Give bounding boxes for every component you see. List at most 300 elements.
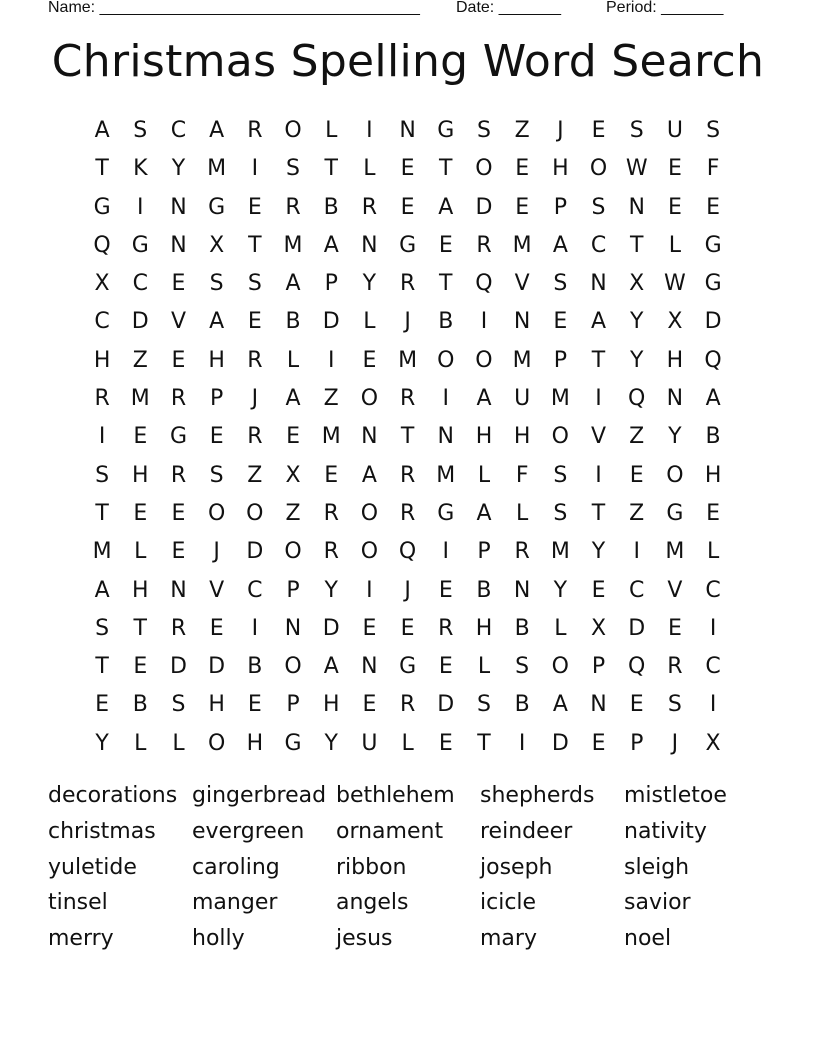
grid-letter[interactable]: Y (553, 577, 568, 603)
grid-letter[interactable]: Z (629, 424, 645, 450)
grid-letter[interactable]: A (476, 500, 492, 526)
grid-letter[interactable]: N (170, 577, 187, 603)
grid-letter[interactable]: H (704, 462, 722, 488)
grid-letter[interactable]: L (477, 654, 491, 680)
grid-letter[interactable]: E (171, 500, 186, 526)
grid-letter[interactable]: E (515, 156, 530, 182)
grid-letter[interactable]: U (514, 386, 531, 412)
grid-letter[interactable]: H (513, 424, 531, 450)
grid-letter[interactable]: X (590, 615, 607, 641)
grid-letter[interactable]: A (323, 654, 339, 680)
grid-letter[interactable]: Z (132, 347, 148, 373)
grid-letter[interactable]: F (706, 156, 720, 182)
grid-letter[interactable]: I (442, 539, 450, 565)
grid-letter[interactable]: A (323, 232, 339, 258)
grid-letter[interactable]: R (323, 539, 339, 565)
grid-letter[interactable]: S (209, 271, 224, 297)
grid-letter[interactable]: L (554, 615, 567, 641)
grid-letter[interactable]: B (285, 309, 301, 335)
grid-letter[interactable]: E (706, 194, 721, 220)
grid-letter[interactable]: E (133, 654, 148, 680)
grid-letter[interactable]: E (667, 194, 682, 220)
grid-letter[interactable]: S (591, 194, 606, 220)
grid-letter[interactable]: S (133, 118, 148, 143)
grid-letter[interactable]: W (664, 271, 686, 297)
grid-letter[interactable]: H (208, 347, 225, 373)
grid-letter[interactable]: A (476, 386, 492, 412)
grid-row (83, 457, 733, 495)
grid-letter[interactable]: B (476, 577, 492, 603)
grid-letter[interactable]: N (399, 118, 416, 143)
grid-letter[interactable]: Z (514, 118, 530, 143)
grid-letter[interactable]: G (437, 118, 455, 143)
grid-letter[interactable]: P (286, 692, 300, 718)
grid-letter[interactable]: E (515, 194, 530, 220)
grid-letter[interactable]: G (131, 232, 149, 258)
grid-letter[interactable]: R (399, 692, 416, 718)
grid-letter[interactable]: O (246, 500, 264, 526)
grid-letter[interactable]: I (251, 615, 259, 641)
grid-letter[interactable]: R (247, 118, 263, 143)
grid-letter[interactable]: R (399, 271, 416, 297)
grid-letter[interactable]: N (513, 309, 531, 335)
grid-letter[interactable]: J (404, 309, 411, 335)
grid-letter[interactable]: D (704, 309, 722, 335)
grid-letter[interactable]: R (399, 500, 416, 526)
grid-letter[interactable]: B (132, 692, 148, 718)
grid-letter[interactable]: I (366, 577, 373, 603)
grid-letter[interactable]: O (207, 500, 226, 526)
grid-letter[interactable]: V (667, 577, 683, 603)
grid-letter[interactable]: E (95, 692, 110, 718)
grid-letter[interactable]: M (550, 386, 570, 412)
grid-letter[interactable]: E (591, 577, 606, 603)
grid-letter[interactable]: I (366, 118, 373, 143)
grid-letter[interactable]: T (400, 424, 415, 450)
grid-letter[interactable]: R (323, 500, 339, 526)
grid-letter[interactable]: N (361, 232, 378, 258)
grid-letter[interactable]: X (705, 730, 721, 756)
grid-letter[interactable]: M (512, 347, 532, 373)
grid-letter[interactable]: E (247, 692, 262, 718)
grid-letter[interactable]: R (247, 424, 263, 450)
grid-letter[interactable]: I (137, 194, 144, 220)
grid-letter[interactable]: C (705, 654, 721, 680)
grid-letter[interactable]: R (399, 462, 416, 488)
grid-letter[interactable]: V (170, 309, 186, 335)
grid-letter[interactable]: M (92, 539, 112, 565)
grid-letter[interactable]: N (437, 424, 455, 450)
grid-letter[interactable]: P (553, 347, 567, 373)
grid-letter[interactable]: T (324, 156, 338, 182)
grid-letter[interactable]: M (665, 539, 685, 565)
grid-letter[interactable]: L (363, 156, 376, 182)
grid-letter[interactable]: G (93, 194, 111, 220)
grid-letter[interactable]: B (438, 309, 454, 335)
grid-letter[interactable]: G (399, 654, 417, 680)
grid-letter[interactable]: A (591, 309, 607, 335)
grid-letter[interactable]: P (477, 539, 491, 565)
grid-letter[interactable]: X (209, 232, 225, 258)
grid-letter[interactable]: R (514, 539, 530, 565)
grid-letter[interactable]: R (247, 347, 263, 373)
grid-letter[interactable]: S (476, 692, 491, 718)
grid-letter[interactable]: Z (629, 500, 645, 526)
grid-letter[interactable]: E (362, 615, 377, 641)
grid-letter[interactable]: M (207, 156, 227, 182)
grid-letter[interactable]: O (666, 462, 684, 488)
grid-letter[interactable]: N (170, 232, 187, 258)
grid-letter[interactable]: M (512, 232, 532, 258)
grid-letter[interactable]: N (590, 692, 607, 718)
grid-letter[interactable]: O (284, 654, 302, 680)
grid-letter[interactable]: N (170, 194, 187, 220)
grid-letter[interactable]: E (362, 347, 377, 373)
grid-letter[interactable]: I (98, 424, 106, 450)
grid-letter[interactable]: E (667, 615, 682, 641)
grid-letter[interactable]: H (552, 156, 569, 182)
grid-letter[interactable]: A (285, 386, 301, 412)
grid-letter[interactable]: I (480, 309, 488, 335)
grid-letter[interactable]: K (133, 156, 148, 182)
grid-letter[interactable]: Q (475, 271, 493, 297)
grid-letter[interactable]: T (591, 500, 606, 526)
grid-letter[interactable]: D (322, 615, 340, 641)
grid-letter[interactable]: G (666, 500, 684, 526)
grid-letter[interactable]: S (247, 271, 262, 297)
grid-letter[interactable]: E (209, 615, 224, 641)
grid-letter[interactable]: W (625, 156, 648, 182)
grid-letter[interactable]: X (667, 309, 683, 335)
grid-letter[interactable]: E (438, 730, 453, 756)
grid-letter[interactable]: L (516, 500, 529, 526)
grid-letter[interactable]: J (671, 730, 679, 756)
grid-letter[interactable]: D (131, 309, 149, 335)
grid-letter[interactable]: I (327, 347, 335, 373)
grid-letter[interactable]: G (399, 232, 417, 258)
grid-letter[interactable]: S (515, 654, 530, 680)
grid-letter[interactable]: A (361, 462, 377, 488)
grid-letter[interactable]: T (95, 500, 109, 526)
grid-letter[interactable]: I (251, 156, 259, 182)
grid-letter[interactable]: E (400, 156, 415, 182)
grid-letter[interactable]: P (591, 654, 606, 680)
grid-letter[interactable]: D (475, 194, 493, 220)
grid-letter[interactable]: E (438, 577, 453, 603)
grid-letter[interactable]: Q (398, 539, 417, 565)
grid-letter[interactable]: R (94, 386, 110, 412)
grid-letter[interactable]: Z (323, 386, 339, 412)
date-field[interactable]: Date: _______ (456, 0, 561, 16)
grid-letter[interactable]: M (398, 347, 418, 373)
grid-letter[interactable]: O (360, 386, 379, 412)
grid-row (83, 342, 733, 380)
grid-letter[interactable]: E (400, 194, 415, 220)
grid-letter[interactable]: L (706, 539, 720, 565)
grid-letter[interactable]: H (475, 424, 493, 450)
grid-letter[interactable]: I (518, 730, 526, 756)
grid-letter[interactable]: A (285, 271, 301, 297)
grid-letter[interactable]: O (589, 156, 608, 182)
grid-letter[interactable]: E (171, 271, 186, 297)
word-list-item: evergreen (192, 818, 305, 844)
grid-letter[interactable]: A (552, 692, 568, 718)
grid-letter[interactable]: O (475, 156, 493, 182)
grid-letter[interactable]: L (668, 232, 682, 258)
grid-letter[interactable]: C (170, 118, 187, 143)
grid-letter[interactable]: V (209, 577, 225, 603)
grid-letter[interactable]: D (208, 654, 226, 680)
grid-letter[interactable]: P (553, 194, 567, 220)
grid-letter[interactable]: A (438, 194, 454, 220)
grid-letter[interactable]: N (361, 654, 378, 680)
grid-letter[interactable]: R (667, 654, 683, 680)
grid-letter[interactable]: B (705, 424, 721, 450)
grid-letter[interactable]: R (438, 615, 454, 641)
grid-letter[interactable]: L (325, 118, 338, 143)
name-field[interactable]: Name: ____________________________________ (48, 0, 420, 16)
grid-letter[interactable]: S (706, 118, 721, 143)
grid-letter[interactable]: S (553, 271, 568, 297)
grid-letter[interactable]: H (666, 347, 684, 373)
grid-letter[interactable]: L (134, 539, 147, 565)
grid-letter[interactable]: L (401, 730, 414, 756)
grid-letter[interactable]: O (284, 539, 302, 565)
grid-letter[interactable]: V (514, 271, 530, 297)
grid-letter[interactable]: Z (285, 500, 301, 526)
grid-letter[interactable]: N (513, 577, 531, 603)
grid-letter[interactable]: T (591, 347, 606, 373)
grid-letter[interactable]: D (246, 539, 264, 565)
grid-letter[interactable]: H (132, 462, 149, 488)
grid-letter[interactable]: R (170, 462, 187, 488)
grid-letter[interactable]: M (130, 386, 150, 412)
grid-letter[interactable]: D (628, 615, 646, 641)
grid-letter[interactable]: Q (628, 386, 646, 412)
grid-letter[interactable]: I (595, 386, 602, 412)
grid-letter[interactable]: U (361, 730, 378, 756)
grid-letter[interactable]: E (362, 692, 377, 718)
grid-letter[interactable]: P (286, 577, 300, 603)
grid-letter[interactable]: U (666, 118, 683, 143)
grid-letter[interactable]: S (209, 462, 224, 488)
grid-letter[interactable]: T (133, 615, 147, 641)
grid-letter[interactable]: Q (93, 232, 111, 258)
grid-letter[interactable]: S (629, 118, 644, 143)
grid-letter[interactable]: E (438, 232, 453, 258)
grid-letter[interactable]: X (629, 271, 645, 297)
grid-letter[interactable]: A (94, 118, 110, 143)
grid-letter[interactable]: E (629, 462, 644, 488)
grid-letter[interactable]: I (595, 462, 602, 488)
grid-letter[interactable]: R (285, 194, 301, 220)
grid-letter[interactable]: L (477, 462, 491, 488)
grid-letter[interactable]: T (629, 232, 644, 258)
grid-letter[interactable]: H (208, 692, 225, 718)
grid-letter[interactable]: G (169, 424, 187, 450)
grid-letter[interactable]: N (628, 194, 645, 220)
grid-letter[interactable]: Y (668, 424, 682, 450)
grid-letter[interactable]: Z (247, 462, 263, 488)
grid-letter[interactable]: D (551, 730, 569, 756)
grid-letter[interactable]: E (171, 347, 186, 373)
grid-letter[interactable]: T (439, 156, 453, 182)
grid-letter[interactable]: H (132, 577, 149, 603)
grid-letter[interactable]: E (286, 424, 300, 450)
grid-letter[interactable]: Y (629, 309, 644, 335)
grid-letter[interactable]: S (286, 156, 301, 182)
grid-letter[interactable]: E (667, 156, 682, 182)
grid-letter[interactable]: A (94, 577, 110, 603)
grid-letter[interactable]: A (209, 118, 225, 143)
grid-letter[interactable]: I (633, 539, 640, 565)
grid-letter[interactable]: E (438, 654, 453, 680)
grid-letter[interactable]: S (95, 462, 110, 488)
grid-letter[interactable]: H (475, 615, 493, 641)
grid-letter[interactable]: D (437, 692, 455, 718)
word-list-item: shepherds (480, 783, 595, 808)
grid-letter[interactable]: O (284, 118, 302, 143)
grid-letter[interactable]: J (557, 118, 564, 143)
grid-letter[interactable]: P (630, 730, 644, 756)
grid-row (83, 303, 733, 341)
grid-letter[interactable]: I (442, 386, 450, 412)
grid-letter[interactable]: N (284, 615, 302, 641)
grid-letter[interactable]: M (436, 462, 456, 488)
period-field[interactable]: Period: _______ (606, 0, 724, 16)
grid-letter[interactable]: E (324, 462, 339, 488)
grid-letter[interactable]: Y (324, 577, 338, 603)
grid-letter[interactable]: B (514, 615, 530, 641)
grid-letter[interactable]: O (207, 730, 226, 756)
grid-letter[interactable]: S (95, 615, 110, 641)
grid-letter[interactable]: B (323, 194, 339, 220)
grid-letter[interactable]: D (322, 309, 340, 335)
grid-letter[interactable]: L (134, 730, 147, 756)
grid-letter[interactable]: E (209, 424, 224, 450)
grid-letter[interactable]: O (475, 347, 493, 373)
grid-letter[interactable]: C (705, 577, 721, 603)
grid-letter[interactable]: N (361, 424, 378, 450)
grid-letter[interactable]: G (437, 500, 455, 526)
grid-letter[interactable]: V (591, 424, 607, 450)
grid-letter[interactable]: N (666, 386, 684, 412)
grid-letter[interactable]: I (709, 692, 717, 718)
grid-letter[interactable]: T (477, 730, 491, 756)
grid-letter[interactable]: C (590, 232, 607, 258)
grid-letter[interactable]: O (551, 654, 569, 680)
grid-letter[interactable]: O (360, 500, 379, 526)
grid-letter[interactable]: R (476, 232, 492, 258)
grid-row (83, 533, 733, 571)
grid-letter[interactable]: S (553, 500, 568, 526)
grid-letter[interactable]: R (361, 194, 378, 220)
grid-letter[interactable]: M (283, 232, 303, 258)
grid-letter[interactable]: M (550, 539, 570, 565)
grid-letter[interactable]: Y (629, 347, 644, 373)
grid-letter[interactable]: F (515, 462, 529, 488)
grid-letter[interactable]: J (213, 539, 220, 565)
grid-row (83, 265, 733, 303)
grid-letter[interactable]: C (132, 271, 148, 297)
grid-letter[interactable]: I (709, 615, 717, 641)
grid-letter[interactable]: R (170, 386, 187, 412)
grid-letter[interactable]: Y (95, 730, 109, 756)
grid-letter[interactable]: H (93, 347, 111, 373)
grid-letter[interactable]: B (514, 692, 530, 718)
grid-letter[interactable]: E (591, 730, 606, 756)
grid-letter[interactable]: T (95, 654, 109, 680)
grid-letter[interactable]: Y (324, 730, 338, 756)
grid-letter[interactable]: Q (628, 654, 646, 680)
grid-letter[interactable]: X (285, 462, 301, 488)
grid-letter[interactable]: Y (362, 271, 377, 297)
grid-letter[interactable]: E (553, 309, 568, 335)
word-list-item: jesus (336, 926, 393, 952)
grid-letter[interactable]: L (363, 309, 376, 335)
grid-letter[interactable]: C (247, 577, 263, 603)
grid-letter[interactable]: G (284, 730, 302, 756)
grid-letter[interactable]: E (629, 692, 644, 718)
grid-letter[interactable]: T (95, 156, 109, 182)
grid-letter[interactable]: X (94, 271, 110, 297)
grid-letter[interactable]: M (321, 424, 341, 450)
grid-letter[interactable]: C (94, 309, 110, 335)
grid-letter[interactable]: S (667, 692, 682, 718)
grid-letter[interactable]: R (170, 615, 187, 641)
grid-letter[interactable]: O (551, 424, 569, 450)
grid-letter[interactable]: G (704, 232, 722, 258)
grid-letter[interactable]: S (171, 692, 186, 718)
grid-letter[interactable]: S (476, 118, 491, 143)
grid-letter[interactable]: E (247, 309, 262, 335)
grid-letter[interactable]: L (172, 730, 185, 756)
grid-letter[interactable]: G (704, 271, 722, 297)
grid-letter[interactable]: E (400, 615, 415, 641)
grid-letter[interactable]: O (437, 347, 455, 373)
grid-letter[interactable]: T (248, 232, 262, 258)
grid-letter[interactable]: O (360, 539, 379, 565)
grid-letter[interactable]: R (399, 386, 416, 412)
grid-letter[interactable]: T (439, 271, 453, 297)
grid-letter[interactable]: J (251, 386, 259, 412)
grid-letter[interactable]: E (133, 424, 148, 450)
grid-letter[interactable]: C (629, 577, 645, 603)
grid-letter[interactable]: B (247, 654, 263, 680)
grid-letter[interactable]: D (169, 654, 187, 680)
grid-letter[interactable]: E (591, 118, 606, 143)
grid-letter[interactable]: J (404, 577, 411, 603)
grid-letter[interactable]: E (247, 194, 262, 220)
grid-letter[interactable]: Q (704, 347, 722, 373)
grid-letter[interactable]: P (210, 386, 224, 412)
grid-letter[interactable]: Y (591, 539, 606, 565)
grid-letter[interactable]: E (133, 500, 148, 526)
grid-letter[interactable]: N (590, 271, 607, 297)
grid-letter[interactable]: A (552, 232, 568, 258)
grid-letter[interactable]: H (246, 730, 264, 756)
grid-letter[interactable]: E (171, 539, 186, 565)
grid-letter[interactable]: A (209, 309, 225, 335)
grid-letter[interactable]: H (322, 692, 340, 718)
grid-letter[interactable]: A (705, 386, 721, 412)
grid-letter[interactable]: G (208, 194, 226, 220)
grid-letter[interactable]: Y (171, 156, 186, 182)
grid-letter[interactable]: E (706, 500, 721, 526)
grid-letter[interactable]: L (286, 347, 300, 373)
grid-letter[interactable]: S (553, 462, 568, 488)
grid-letter[interactable]: P (324, 271, 338, 297)
